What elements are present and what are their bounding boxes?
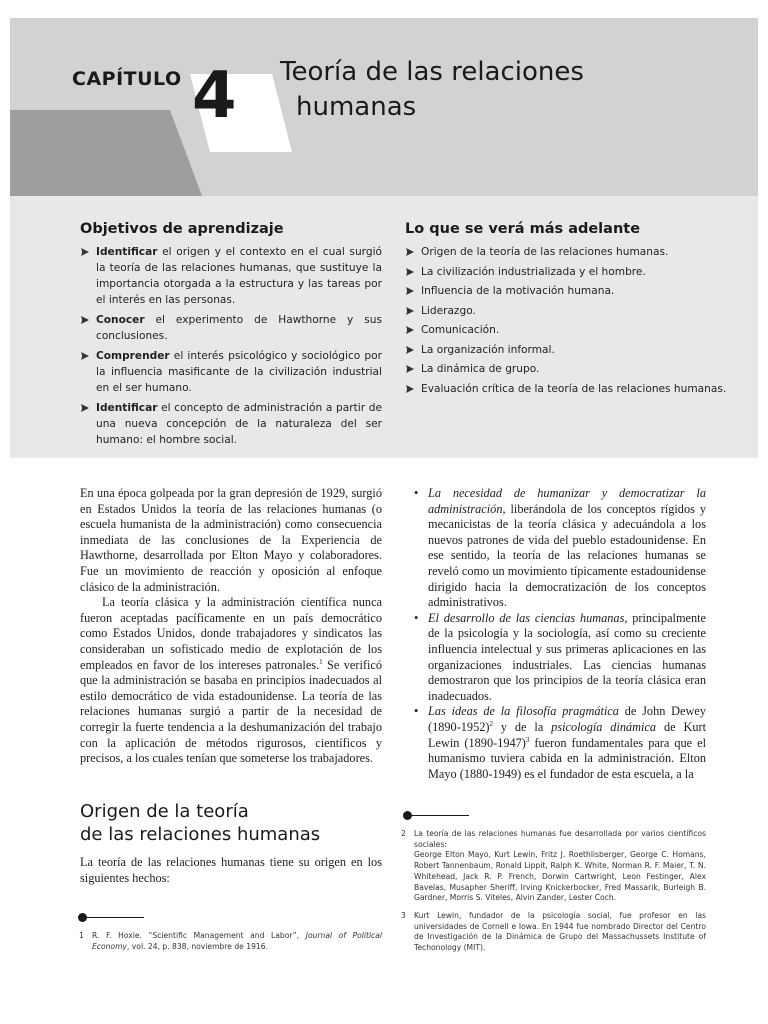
arrow-bullet-icon (405, 306, 415, 316)
objective-text: el origen y el contexto en el cual surgió la teoría de las relaciones humanas, que sustituye la importancia otorgada a la estructura y las tareas por el interés en las personas. (96, 246, 382, 306)
objective-keyword: Conocer (96, 314, 145, 326)
origin-item (414, 704, 706, 782)
next-topic-text: La civilización industrializada y el hombre. (421, 265, 646, 278)
chapter-title (280, 55, 740, 125)
objective-item (80, 348, 382, 396)
footnote-3 (401, 911, 706, 954)
chapter-title-line1: Teoría de las relaciones (280, 57, 584, 87)
arrow-bullet-icon (80, 403, 90, 413)
origin-emphasis: La necesidad de humanizar y democratizar la administración, (428, 486, 706, 516)
arrow-bullet-icon (405, 267, 415, 277)
origin-text: liberándola de los conceptos rígidos y mecanicistas de la teoría clásica y adecuándola a los nuevos patrones de vida del pueblo estadounidense. En ese sentido, la teoría de las relaciones humanas se reveló como un movimiento típicamente estadounidense dirigido hacia la democratización de los conceptos administrativos. (428, 501, 706, 610)
footnote-text: R. F. Hoxie. “Scientific Management and Labor”, (92, 931, 306, 940)
origins-list (414, 486, 706, 782)
footnote-text: , vol. 24, p. 838, noviembre de 1916. (126, 941, 268, 951)
next-topic-text: La organización informal. (421, 343, 555, 356)
objectives-heading: Objetivos de aprendizaje (80, 221, 284, 237)
next-topic-item (405, 381, 740, 397)
footnote-number: 3 (401, 911, 406, 920)
arrow-bullet-icon (80, 351, 90, 361)
origin-text: principalmente de la psicología y la sociología, así como su creciente influencia intelectual y sus primeras aplicaciones en las organizaciones industriales. Las ciencias humanas demostraron que los principios de la teoría clásica eran inadecuados. (428, 610, 707, 703)
footnote-text: La teoría de las relaciones humanas fue desarrollada por varios científicos sociales: (414, 829, 706, 849)
chapter-number: 4 (192, 59, 237, 133)
footnote-2 (401, 829, 706, 904)
body-left-column (80, 486, 382, 767)
section-heading-line2: de las relaciones humanas (80, 824, 321, 845)
footnote-1 (79, 931, 382, 952)
origin-text: y de la (492, 719, 552, 734)
objectives-list (80, 244, 382, 452)
origin-text: fueron fundamentales para que el humanismo tuviera cabida en la administración. Elton Mayo (1880-1949) es el fundador de esta escuela, a la (428, 735, 706, 781)
next-topic-item (405, 244, 740, 260)
footnote-number: 1 (79, 931, 84, 940)
next-topic-item (405, 361, 740, 377)
section-intro: La teoría de las relaciones humanas tiene su origen en los siguientes hechos: (80, 855, 382, 885)
footnote-ref: 3 (525, 735, 530, 744)
arrow-bullet-icon (405, 345, 415, 355)
origin-item (414, 486, 706, 611)
section-heading-line1: Origen de la teoría (80, 801, 249, 822)
bullet-dot-icon: • (414, 704, 419, 719)
origin-emphasis: psicología dinámica (551, 719, 657, 734)
chapter-title-line2: humanas (296, 92, 417, 122)
footnote-journal: Journal of Political Economy (92, 931, 382, 951)
next-topic-item (405, 303, 740, 319)
arrow-bullet-icon (405, 384, 415, 394)
footnote-number: 2 (401, 829, 406, 838)
next-topic-text: Influencia de la motivación humana. (421, 285, 615, 297)
arrow-bullet-icon (80, 247, 90, 257)
footnote-text: Kurt Lewin, fundador de la psicología social, fue profesor en las universidades de Cornell e Iowa. En 1944 fue nombrado Director del Centro de Investigación de la Dinámica de Grupo del Massachussets Institute of Techonology (MIT). (414, 911, 706, 953)
next-topic-item (405, 283, 740, 299)
footnote-ref: 1 (319, 657, 323, 666)
footnote-rule (409, 815, 469, 816)
footnote-rule (84, 917, 144, 918)
objective-item (80, 312, 382, 344)
objective-text: el experimento de Hawthorne y sus conclusiones. (96, 314, 382, 342)
arrow-bullet-icon (405, 286, 415, 296)
section-heading (80, 800, 400, 846)
origin-text: de Kurt Lewin (1890-1947) (428, 719, 706, 750)
arrow-bullet-icon (405, 325, 415, 335)
body-text: Se verificó que la administración se basaba en principios inadecuados al estilo democrático de vida estadounidense. La teoría de las relaciones humanas surgió a partir de la necesidad de corregir la fuerte tendencia a la deshumanización del trabajo con la aplicación de métodos rigurosos, científicos y precisos, a los cuales tenían que someterse los trabajadores. (80, 657, 382, 766)
next-topic-item (405, 264, 740, 280)
next-topics-list (405, 244, 740, 400)
bullet-dot-icon: • (414, 610, 419, 625)
arrow-bullet-icon (80, 315, 90, 325)
body-paragraph: En una época golpeada por la gran depresión de 1929, surgió en Estados Unidos la teoría de las relaciones humanas (o escuela humanista de la administración) como consecuencia inmediata de las conclusiones de la Experiencia de Hawthorne, desarrollada por Elton Mayo y colaboradores. Fue un movimiento de reacción y oposición al enfoque clásico de la administración. (80, 486, 382, 594)
footnote-text: George Elton Mayo, Kurt Lewin, Fritz J. Roethlisberger, George C. Homans, Robert Tannenbaum, Ronald Lippit, Ralph K. White, Norman R. F. Maier, T. N. Whitehead, Jack R. P. French, Dorwin Cartwright, Leon Festinger, Alex Bavelas, Musapher Sheriff, Irving Knickerbocker, Fred Massarik, Burleigh B. Gardner, Morris S. Viteles, Alvin Zander, Lester Coch. (414, 850, 706, 903)
next-topic-text: Evaluación crítica de la teoría de las relaciones humanas. (421, 382, 727, 395)
next-topic-text: Liderazgo. (421, 304, 476, 317)
objective-keyword: Identificar (96, 246, 158, 258)
next-topic-text: Comunicación. (421, 324, 500, 336)
objective-text: el concepto de administración a partir de una nueva concepción de la naturaleza del ser humano: el hombre social. (96, 402, 382, 446)
objective-text: el interés psicológico y sociológico por la influencia masificante de la civilización industrial en el ser humano. (96, 350, 382, 394)
next-topic-text: Origen de la teoría de las relaciones humanas. (421, 246, 669, 258)
next-topic-item (405, 342, 740, 358)
origin-emphasis: Las ideas de la filosofía pragmática (428, 704, 619, 719)
body-paragraph (80, 595, 382, 767)
objective-keyword: Identificar (96, 402, 158, 414)
bullet-dot-icon: • (414, 486, 419, 500)
next-topic-text: La dinámica de grupo. (421, 363, 540, 375)
next-topics-heading: Lo que se verá más adelante (405, 221, 641, 237)
objective-item (80, 244, 382, 308)
arrow-bullet-icon (405, 364, 415, 374)
body-right-column (414, 486, 706, 782)
objective-item (80, 400, 382, 448)
arrow-bullet-icon (405, 247, 415, 257)
origin-item (414, 611, 706, 705)
origin-emphasis: El desarrollo de las ciencias humanas, (428, 610, 628, 625)
next-topic-item (405, 322, 740, 338)
body-text: La teoría clásica y la administración científica nunca fueron aceptadas pacíficamente en un país democrático como Estados Unidos, donde trabajadores y sindicatos las consideraban un sofisticado medio de explotación de los empleados en favor de los intereses patronales. (80, 595, 382, 672)
origin-text: de John Dewey (1890-1952) (428, 704, 706, 734)
objective-keyword: Comprender (96, 350, 170, 362)
footnote-ref: 2 (489, 719, 493, 728)
chapter-label: CAPÍTULO (72, 68, 182, 90)
